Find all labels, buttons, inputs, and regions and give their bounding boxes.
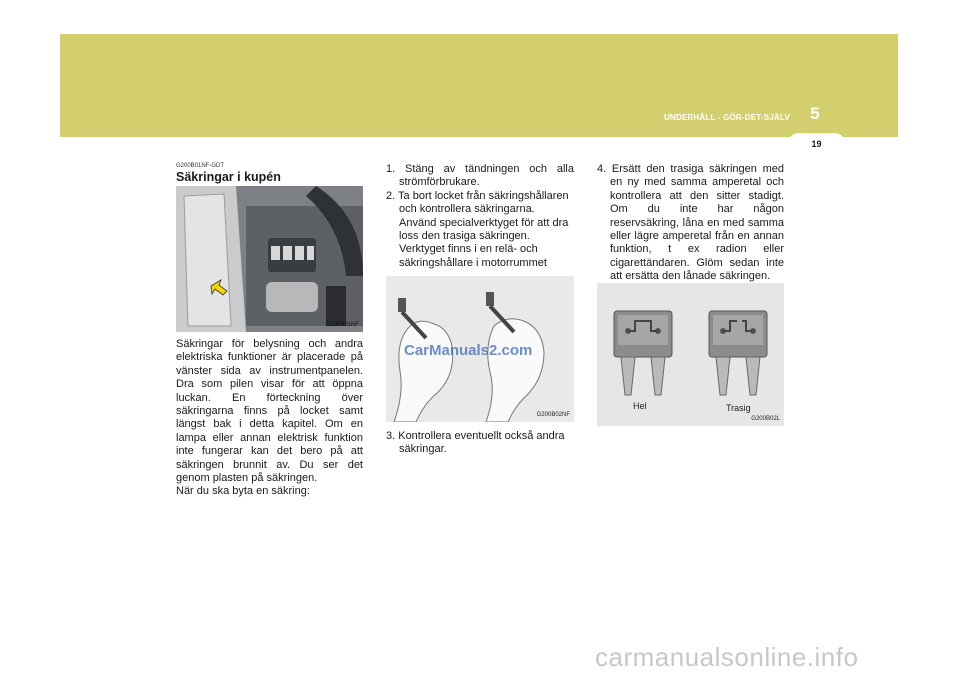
watermark-text: CarManuals2.com xyxy=(404,342,533,359)
body-paragraph: Säkringar för belysning och andra elektriska funktioner är placerade på vänster sida av instrumentpanelen. Dra som pilen visar för att öppna luckan. En förteckning över säkringarna finns på locket samt längst bak i detta kapitel. Om en lampa eller annan elektrisk funktion inte fungerar kan det bero på att säkringen brunnit av. Du ser det genom plasten på säkringen. xyxy=(176,338,363,485)
figure-code: G200B01NF xyxy=(325,322,359,328)
footer-site-mark: carmanualsonline.info xyxy=(595,642,859,672)
step-3: 3. Kontrollera eventuellt också andra säkringar. xyxy=(386,430,565,456)
step-4: 4. Ersätt den trasiga säkringen med en ny med samma amperetal och kontrollera att den sitter stadigt. Om du inte har någon reservsäkring, låna en med samma eller lägre amperetal från en annan funktion, t ex radion eller cigarettändaren. Glöm sedan inte att ersätta den lånade säkringen. xyxy=(597,163,784,283)
fuses-illustration xyxy=(597,283,784,426)
steps-list xyxy=(386,163,574,270)
step-3-block xyxy=(386,430,574,457)
figure-code: G200B02L xyxy=(751,416,780,422)
dashboard-illustration xyxy=(176,186,363,332)
figure-code: G200B02NF xyxy=(536,412,570,418)
step-4-block xyxy=(597,163,784,284)
good-fuse-icon xyxy=(614,311,672,395)
section-code: G200B01NF-GDT xyxy=(176,163,225,169)
step-1: 1. Stäng av tändningen och alla strömförbrukare. xyxy=(386,163,574,189)
body-text xyxy=(176,338,363,499)
page-number: 19 xyxy=(811,139,822,149)
fuse-comparison-figure xyxy=(597,283,784,426)
chapter-title: UNDERHÅLL - GÖR-DET-SJÄLV xyxy=(663,113,790,122)
section-title: Säkringar i kupén xyxy=(176,170,281,184)
body-last-line: När du ska byta en säkring: xyxy=(176,485,310,498)
step-2: 2. Ta bort locket från säkringshållaren och kontrollera säkringarna. Använd specialverktyget för att dra loss den trasiga säkringen. Verktyget finns i en relä- och säkringshållare i motorrummet xyxy=(386,189,569,269)
fuse-label-good: Hel xyxy=(633,401,647,411)
chapter-number: 5 xyxy=(810,104,820,123)
blown-fuse-icon xyxy=(709,311,767,395)
dashboard-photo xyxy=(176,186,363,332)
fuse-label-blown: Trasig xyxy=(726,403,751,413)
